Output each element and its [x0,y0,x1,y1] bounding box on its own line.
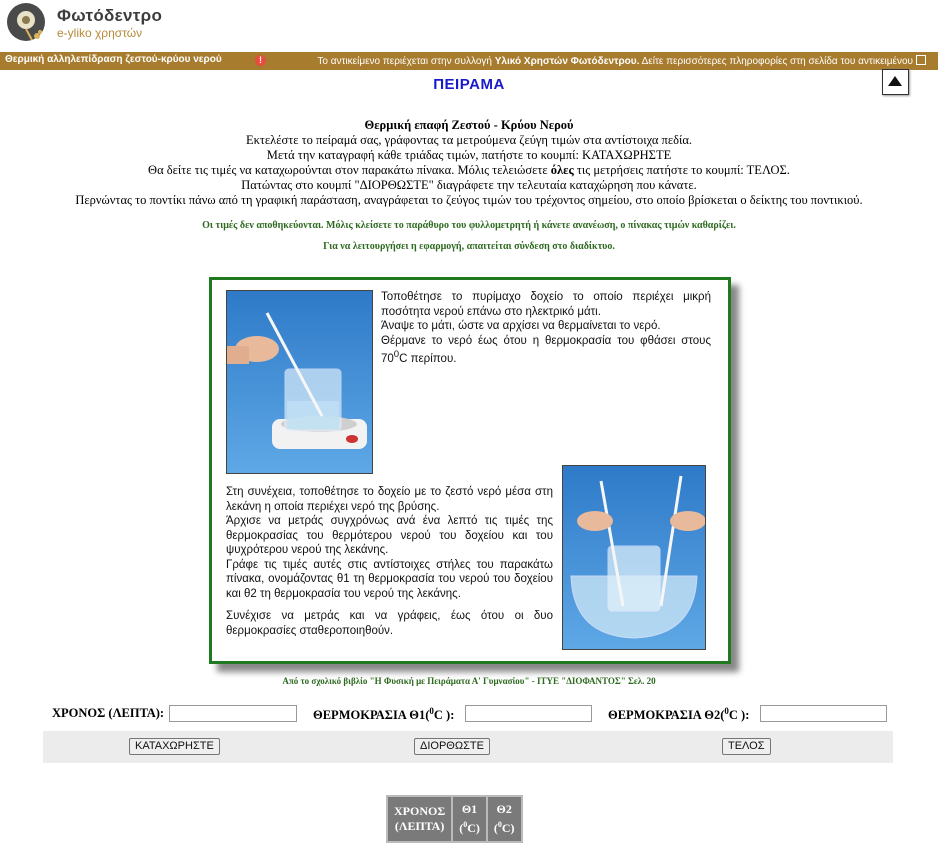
object-title: Θερμική αλληλεπίδραση ζεστού-κρύου νερού [5,54,222,65]
step-paragraph [381,334,711,367]
theta2-input[interactable] [760,705,887,722]
brand-subtitle: e-yliko χρηστών [57,26,143,40]
header-text: ( [459,821,464,835]
external-link-icon[interactable] [916,55,926,65]
header-text: (ΛΕΠΤΑ) [394,819,445,833]
step-one-text [381,290,711,366]
heating-beaker-photo [226,290,373,474]
step-paragraph: Γράφε τις τιμές αυτές στις αντίστοιχες στήλες του παρακάτω πίνακα, ονομάζοντας θ1 τη θερμοκρασία του νερού του δοχείου και θ2 τη θερμοκρασία του νερού της λεκάνης. [226,558,553,600]
column-header-time [387,796,452,842]
dandelion-logo-icon[interactable] [6,2,46,42]
action-panel [43,731,893,763]
header-text: C) [501,821,515,835]
theta1-input[interactable] [465,705,592,722]
instruction-line: Πατώντας στο κουμπί "ΔΙΟΡΘΩΣΤΕ" διαγράφετε την τελευταία καταχώρηση που κάνατε. [241,178,697,192]
degree-sup: 0 [393,349,400,360]
experiment-panel [209,277,731,664]
collection-name[interactable]: Υλικό Χρηστών Φωτόδεντρου. [494,56,640,67]
theta1-label [313,706,454,723]
instruction-text: τις μετρήσεις πατήστε το κουμπί: ΤΕΛΟΣ. [573,163,790,177]
instruction-line: Περνώντας το ποντίκι πάνω από τη γραφική παράσταση, αναγράφεται το ζεύγος τιμών του τρέχοντος σημείου, στο οποίο βρίσκεται ο δείκτης του ποντικιού. [75,193,863,207]
instruction-line: Μετά την καταγραφή κάθε τριάδας τιμών, πατήστε το κουμπί: ΚΑΤΑΧΩΡΗΣΤΕ [266,148,672,162]
brand-name[interactable]: Φωτόδεντρο [57,6,163,25]
collection-info[interactable] [317,54,926,67]
finish-button[interactable]: ΤΕΛΟΣ [722,738,771,755]
basin-thermometers-photo [562,465,706,650]
instruction-line [0,163,938,178]
correct-button[interactable]: ΔΙΟΡΘΩΣΤΕ [414,738,490,755]
alert-icon[interactable]: ! [255,55,266,66]
step-text: Θέρμανε το νερό έως ότου η θερμοκρασία του φθάσει στους 70 [381,334,711,365]
collection-info-prefix: Το αντικείμενο περιέχεται στην συλλογή [317,56,495,67]
instruction-emphasis: όλες [550,163,574,177]
connection-note: Για να λειτουργήσει η εφαρμογή, απαιτείται σύνδεση στο διαδίκτυο. [323,241,615,252]
step-paragraph: Στη συνέχεια, τοποθέτησε το δοχείο με το ζεστό νερό μέσα στη λεκάνη η οποία περιέχει νερό της βρύσης. [226,486,553,513]
step-two-text [226,485,553,638]
label-text: C ): [433,708,455,723]
time-label: ΧΡΟΝΟΣ (ΛΕΠΤΑ): [52,706,165,720]
degree-sup: 0 [724,706,729,716]
degree-sup: 0 [463,820,468,829]
time-input[interactable] [169,705,297,722]
results-table [386,795,523,843]
header-text: C) [467,821,480,835]
step-paragraph: Συνέχισε να μετράς και να γράφεις, έως ότου οι δυο θερμοκρασίες σταθεροποιηθούν. [226,610,553,637]
step-paragraph: Τοποθέτησε το πυρίμαχο δοχείο το οποίο περιέχει μικρή ποσότητα νερού επάνω στο ηλεκτρικό μάτι. [381,291,711,318]
label-text: ΘΕΡΜΟΚΡΑΣΙΑ Θ2( [608,708,725,723]
storage-note: Οι τιμές δεν αποθηκεύονται. Μόλις κλείσετε το παράθυρο του φυλλομετρητή ή κάνετε ανανέωση, ο πίνακας τιμών καθαρίζει. [202,220,736,231]
theta2-label [608,706,749,723]
instructions [0,118,938,208]
object-info-bar [0,52,938,70]
page-title: ΠΕΙΡΑΜΑ [433,76,505,93]
header-text: Θ1 [461,802,478,816]
source-citation: Από το σχολικό βιβλίο "Η Φυσική με Πειράματα Α' Γυμνασίου" - ΙΤΥΕ "ΔΙΟΦΑΝΤΟΣ" Σελ. 20 [282,676,656,686]
step-paragraph: Άρχισε να μετράς συγχρόνως ανά ένα λεπτό τις τιμές της θερμοκρασίας του θερμότερου νερού του δοχείου και του ψυχρότερου νερού της λεκάνης. [226,515,553,556]
header-text: ΧΡΟΝΟΣ [394,804,446,818]
column-header-theta2 [487,796,522,842]
label-text: C ): [728,708,750,723]
site-header [0,0,938,52]
degree-sup: 0 [429,706,434,716]
step-paragraph: Άναψε το μάτι, ώστε να αρχίσει να θερμαίνεται το νερό. [381,320,661,332]
column-header-theta1 [452,796,487,842]
instruction-text: Θα δείτε τις τιμές να καταχωρούνται στον παρακάτω πίνακα. Μόλις τελειώσετε [148,163,551,177]
step-text: C περίπου. [399,352,457,365]
header-text: Θ2 [496,802,512,816]
header-text: ( [493,821,498,835]
label-text: ΘΕΡΜΟΚΡΑΣΙΑ Θ1( [313,708,430,723]
table-header-row [387,796,522,842]
instructions-title: Θερμική επαφή Ζεστού - Κρύου Νερού [364,118,574,132]
submit-button[interactable]: ΚΑΤΑΧΩΡΗΣΤΕ [129,738,220,755]
collection-info-suffix: Δείτε περισσότερες πληροφορίες στη σελίδα του αντικειμένου [639,56,913,67]
instruction-line: Εκτελέστε το πείραμά σας, γράφοντας τα μετρούμενα ζεύγη τιμών στα αντίστοιχα πεδία. [245,133,693,147]
degree-sup: 0 [497,820,502,829]
